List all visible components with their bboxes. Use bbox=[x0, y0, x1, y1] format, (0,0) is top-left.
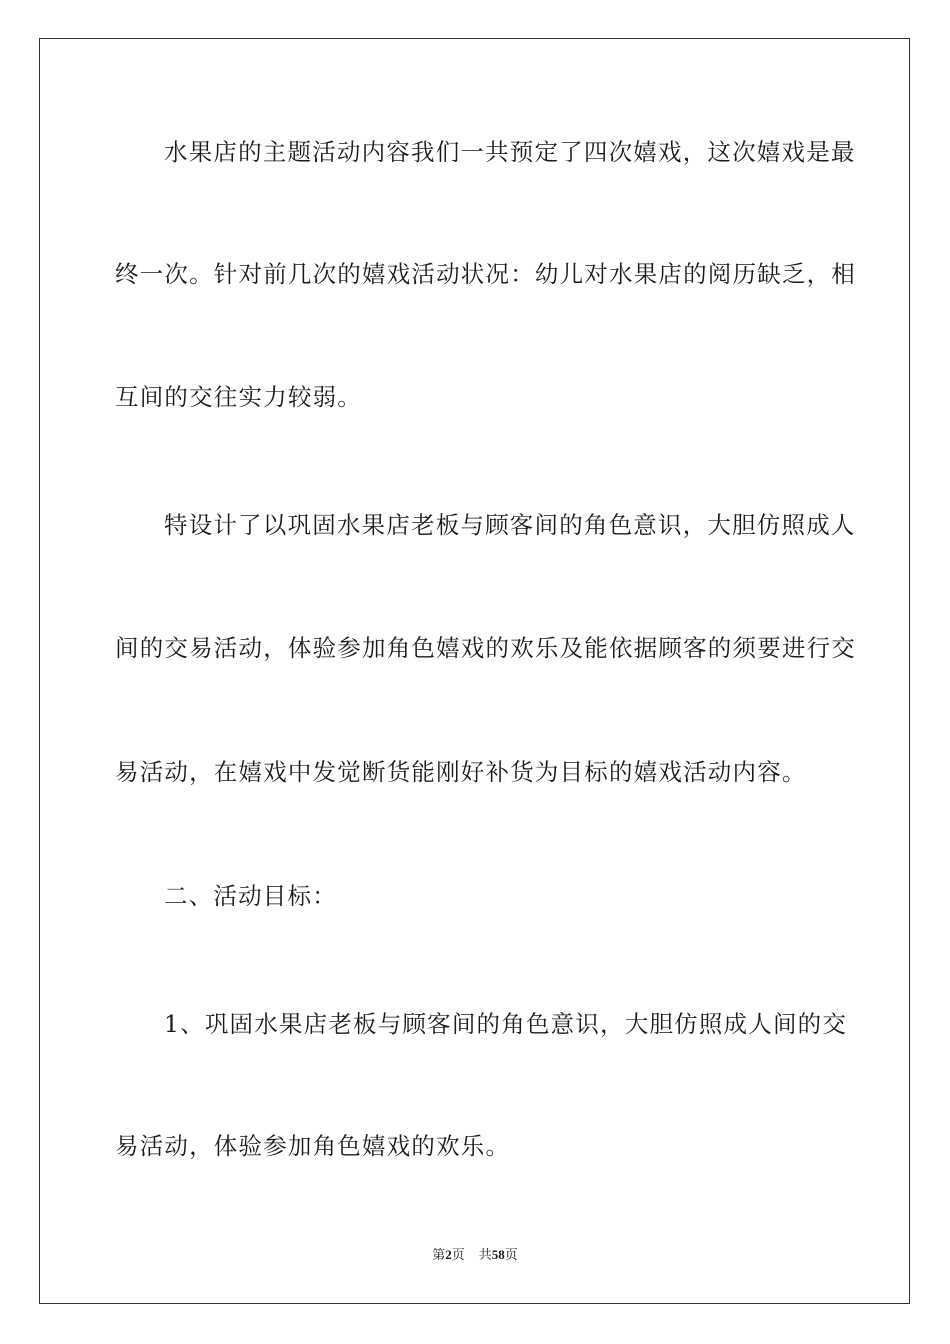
paragraph-line: 互间的交往实力较弱。 bbox=[115, 383, 362, 411]
page-number-prefix: 第 bbox=[432, 1248, 446, 1263]
paragraph-line: 水果店的主题活动内容我们一共预定了四次嬉戏，这次嬉戏是最 bbox=[164, 138, 856, 166]
total-pages-suffix: 页 bbox=[504, 1248, 518, 1263]
section-heading: 二、活动目标： bbox=[164, 882, 337, 910]
page-footer bbox=[0, 1246, 950, 1265]
paragraph-line: 1、巩固水果店老板与顾客间的角色意识，大胆仿照成人间的交 bbox=[164, 1010, 848, 1038]
total-pages-prefix: 共 bbox=[478, 1248, 492, 1263]
paragraph-line: 易活动，体验参加角色嬉戏的欢乐。 bbox=[115, 1132, 511, 1160]
total-page-count: 58 bbox=[491, 1247, 505, 1262]
paragraph-line: 易活动，在嬉戏中发觉断货能刚好补货为目标的嬉戏活动内容。 bbox=[115, 758, 807, 786]
current-page-number: 2 bbox=[445, 1247, 452, 1262]
page-number-suffix: 页 bbox=[451, 1248, 465, 1263]
paragraph-line: 间的交易活动，体验参加角色嬉戏的欢乐及能依据顾客的须要进行交 bbox=[115, 634, 856, 662]
page-border bbox=[39, 38, 910, 1304]
paragraph-line: 终一次。针对前几次的嬉戏活动状况：幼儿对水果店的阅历缺乏，相 bbox=[115, 260, 856, 288]
paragraph-line: 特设计了以巩固水果店老板与顾客间的角色意识，大胆仿照成人 bbox=[164, 511, 856, 539]
